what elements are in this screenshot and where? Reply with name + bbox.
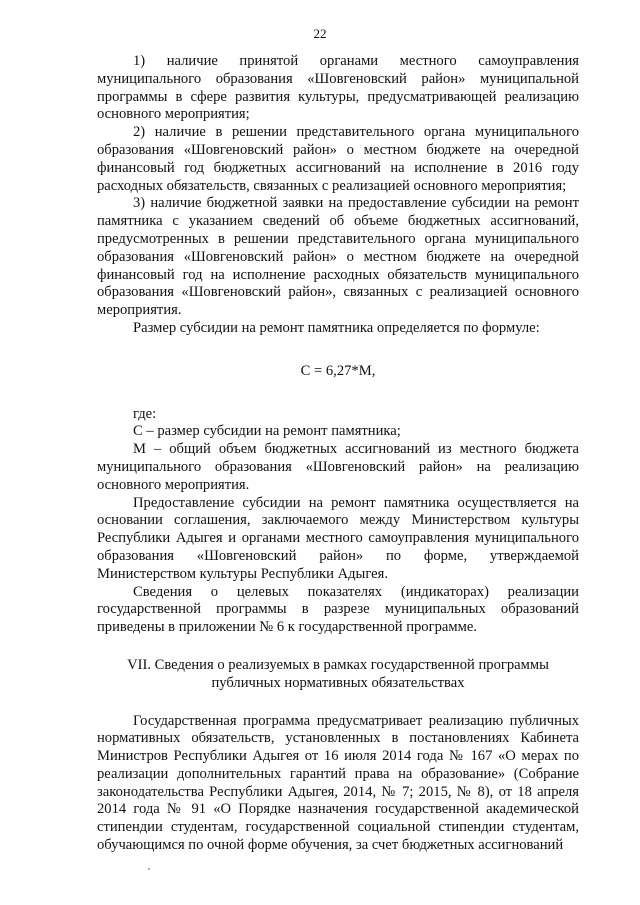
condition-item-3: 3) наличие бюджетной заявки на предоставление субсидии на ремонт памятника с указанием сведений об объеме бюджетных ассигнований, предусмотренных в решении представительного органа муниципального образования «Шовгеновский район» о местном бюджете на очередной финансовый год на исполнение расходных обязательств муниципального образования «Шовгеновский район», связанных с реализацией основного мероприятия. bbox=[97, 195, 579, 319]
scan-dot bbox=[148, 868, 150, 870]
section-heading bbox=[97, 657, 579, 693]
indicators-paragraph: Сведения о целевых показателях (индикаторах) реализации государственной программы в разрезе муниципальных образований приведены в приложении № 6 к государственной программе. bbox=[97, 583, 579, 636]
section-heading-line-2: публичных нормативных обязательствах bbox=[211, 674, 465, 691]
condition-item-1: 1) наличие принятой органами местного самоуправления муниципального образования «Шовгеновский район» муниципальной программы в сфере развития культуры, предусматривающей реализацию основного мероприятия; bbox=[97, 53, 579, 123]
definition-m: М – общий объем бюджетных ассигнований из местного бюджета муниципального образования «Шовгеновский район» на реализацию основного мероприятия. bbox=[97, 441, 579, 493]
final-paragraph: Государственная программа предусматривает реализацию публичных нормативных обязательств, установленных в постановлениях Кабинета Министров Республики Адыгея от 16 июля 2014 года № 167 «О мерах по реализации дополнительных гарантий права на образование» (Собрание законодательства Республики Адыгея, 2014, № 7; 2015, № 8), от 18 апреля 2014 года № 91 «О Порядке назначения государственной академической стипендии студентам, государственной социальной стипендии студентам, обучающимся по очной форме обучения, за счет бюджетных ассигнований bbox=[97, 712, 579, 854]
formula: С = 6,27*М, bbox=[300, 362, 376, 379]
provision-paragraph: Предоставление субсидии на ремонт памятника осуществляется на основании соглашения, заключаемого между Министерством культуры Республики Адыгея и органами местного самоуправления муниципального образования «Шовгеновский район» по форме, утверждаемой Министерством культуры Республики Адыгея. bbox=[97, 494, 579, 582]
section-heading-line-1: VII. Сведения о реализуемых в рамках государственной программы bbox=[127, 656, 549, 673]
where-label: где: bbox=[133, 405, 157, 422]
condition-item-2: 2) наличие в решении представительного органа муниципального образования «Шовгеновский район» о местном бюджете на очередной финансовый год бюджетных ассигнований на исполнение в 2016 году расходных обязательств, связанных с реализацией основного мероприятия; bbox=[97, 124, 579, 194]
definition-c: С – размер субсидии на ремонт памятника; bbox=[133, 423, 401, 440]
page-number: 22 bbox=[313, 26, 327, 41]
document-body bbox=[97, 53, 579, 855]
formula-intro: Размер субсидии на ремонт памятника определяется по формуле: bbox=[133, 319, 540, 336]
